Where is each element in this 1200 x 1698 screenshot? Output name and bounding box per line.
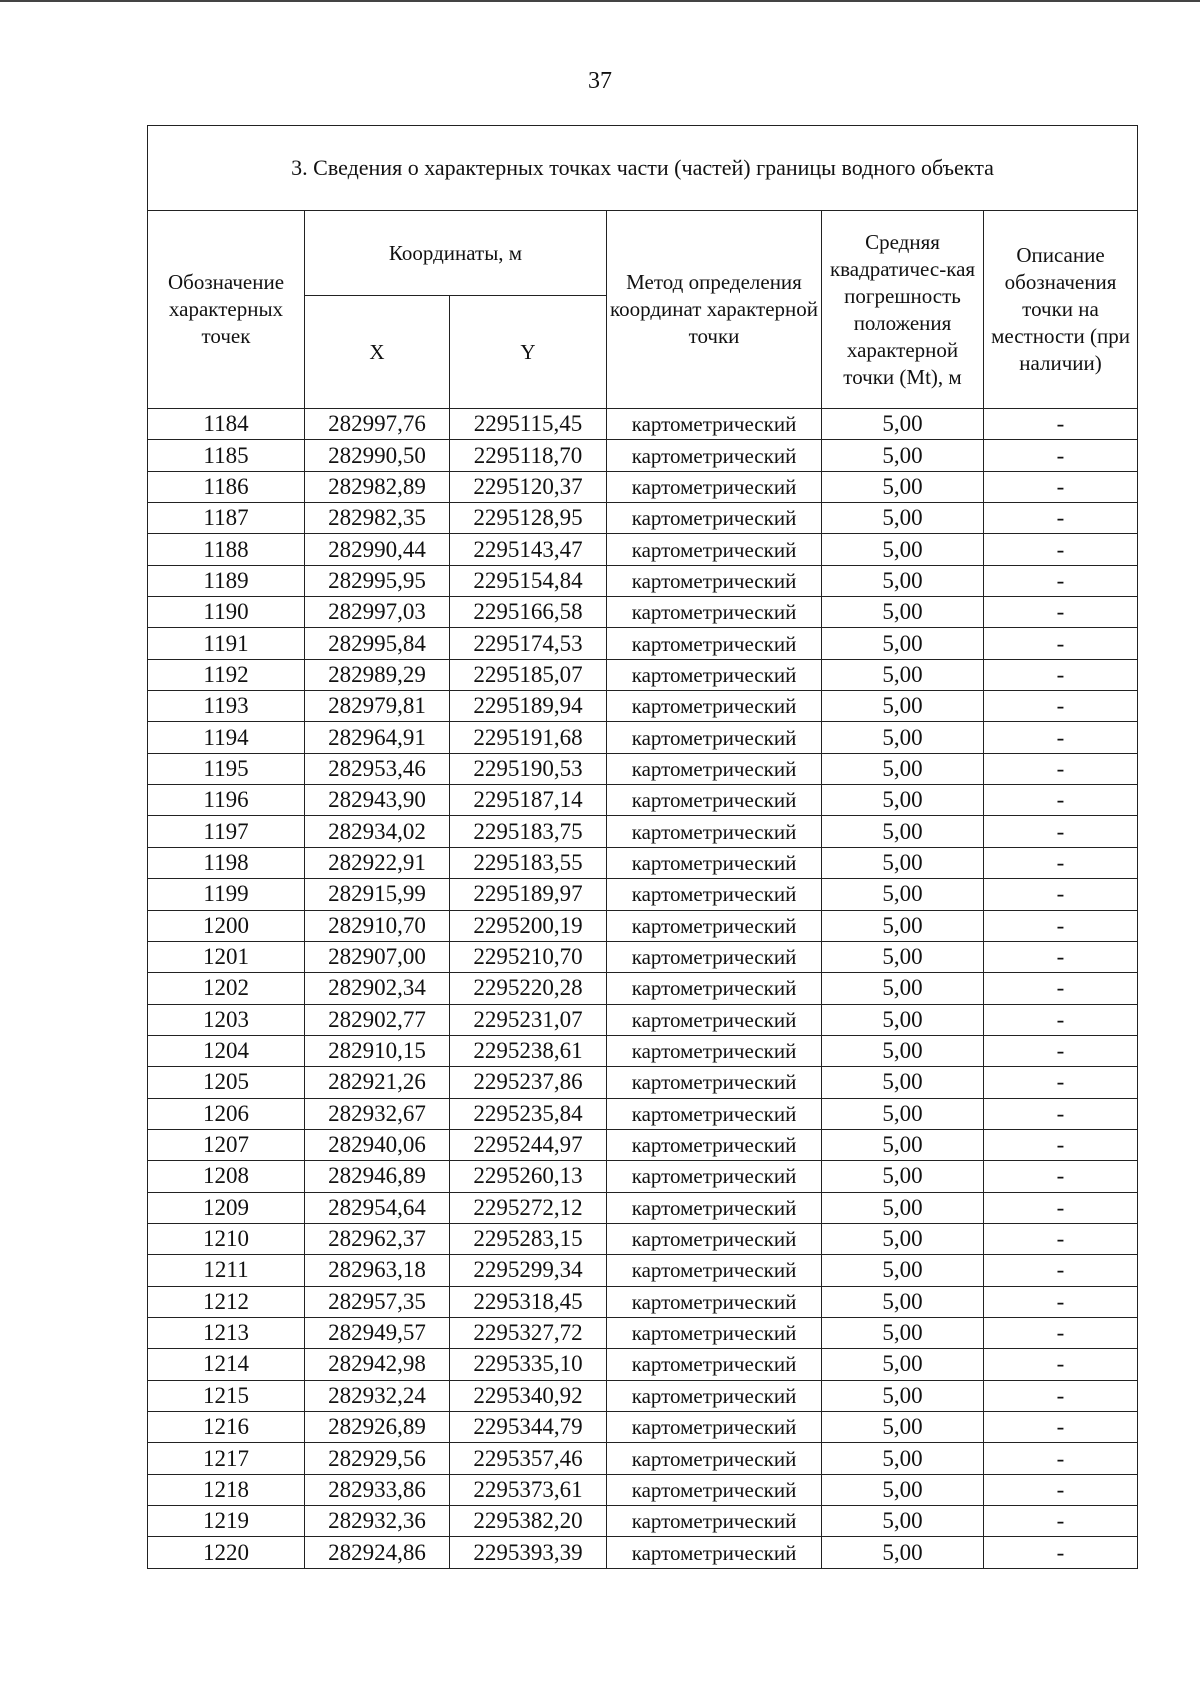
cell-y: 2295174,53 xyxy=(450,628,607,659)
cell-x: 282962,37 xyxy=(305,1223,450,1254)
cell-point: 1193 xyxy=(148,691,305,722)
cell-point: 1202 xyxy=(148,973,305,1004)
header-x: X xyxy=(305,296,450,409)
cell-description: - xyxy=(984,1506,1138,1537)
table-row xyxy=(148,910,1138,941)
cell-error: 5,00 xyxy=(822,659,984,690)
cell-description: - xyxy=(984,659,1138,690)
table-row xyxy=(148,1098,1138,1129)
table-row xyxy=(148,597,1138,628)
cell-x: 282907,00 xyxy=(305,941,450,972)
cell-error: 5,00 xyxy=(822,597,984,628)
boundary-points-table-wrapper xyxy=(147,125,1137,1569)
cell-description: - xyxy=(984,1161,1138,1192)
cell-x: 282990,50 xyxy=(305,440,450,471)
table-row xyxy=(148,785,1138,816)
cell-x: 282943,90 xyxy=(305,785,450,816)
cell-point: 1189 xyxy=(148,565,305,596)
table-row xyxy=(148,628,1138,659)
cell-method: картометрический xyxy=(607,1380,822,1411)
cell-point: 1203 xyxy=(148,1004,305,1035)
cell-method: картометрический xyxy=(607,973,822,1004)
table-row xyxy=(148,1349,1138,1380)
cell-x: 282902,34 xyxy=(305,973,450,1004)
cell-description: - xyxy=(984,1255,1138,1286)
cell-error: 5,00 xyxy=(822,1286,984,1317)
cell-error: 5,00 xyxy=(822,1255,984,1286)
cell-x: 282942,98 xyxy=(305,1349,450,1380)
cell-x: 282997,03 xyxy=(305,597,450,628)
cell-description: - xyxy=(984,1129,1138,1160)
cell-y: 2295128,95 xyxy=(450,503,607,534)
cell-point: 1197 xyxy=(148,816,305,847)
cell-error: 5,00 xyxy=(822,409,984,440)
cell-error: 5,00 xyxy=(822,785,984,816)
table-row xyxy=(148,973,1138,1004)
cell-error: 5,00 xyxy=(822,910,984,941)
cell-x: 282934,02 xyxy=(305,816,450,847)
cell-method: картометрический xyxy=(607,1161,822,1192)
table-row xyxy=(148,1161,1138,1192)
cell-method: картометрический xyxy=(607,1129,822,1160)
cell-y: 2295299,34 xyxy=(450,1255,607,1286)
cell-method: картометрический xyxy=(607,1506,822,1537)
cell-method: картометрический xyxy=(607,722,822,753)
cell-y: 2295210,70 xyxy=(450,941,607,972)
boundary-points-table xyxy=(147,125,1138,1569)
cell-method: картометрический xyxy=(607,1255,822,1286)
cell-error: 5,00 xyxy=(822,973,984,1004)
top-border-line xyxy=(0,0,1200,2)
cell-method: картометрический xyxy=(607,941,822,972)
cell-method: картометрический xyxy=(607,440,822,471)
cell-y: 2295190,53 xyxy=(450,753,607,784)
cell-method: картометрический xyxy=(607,1412,822,1443)
cell-y: 2295238,61 xyxy=(450,1035,607,1066)
cell-point: 1206 xyxy=(148,1098,305,1129)
cell-method: картометрический xyxy=(607,847,822,878)
cell-y: 2295189,94 xyxy=(450,691,607,722)
cell-description: - xyxy=(984,565,1138,596)
cell-error: 5,00 xyxy=(822,1004,984,1035)
cell-method: картометрический xyxy=(607,753,822,784)
cell-method: картометрический xyxy=(607,1317,822,1348)
cell-y: 2295382,20 xyxy=(450,1506,607,1537)
cell-point: 1212 xyxy=(148,1286,305,1317)
cell-y: 2295393,39 xyxy=(450,1537,607,1568)
cell-x: 282997,76 xyxy=(305,409,450,440)
table-row xyxy=(148,1192,1138,1223)
cell-y: 2295187,14 xyxy=(450,785,607,816)
table-row xyxy=(148,1067,1138,1098)
cell-point: 1211 xyxy=(148,1255,305,1286)
cell-error: 5,00 xyxy=(822,941,984,972)
cell-method: картометрический xyxy=(607,471,822,502)
cell-method: картометрический xyxy=(607,785,822,816)
cell-method: картометрический xyxy=(607,1223,822,1254)
cell-x: 282990,44 xyxy=(305,534,450,565)
cell-y: 2295272,12 xyxy=(450,1192,607,1223)
cell-point: 1195 xyxy=(148,753,305,784)
table-row xyxy=(148,1506,1138,1537)
table-row xyxy=(148,847,1138,878)
cell-error: 5,00 xyxy=(822,847,984,878)
cell-x: 282979,81 xyxy=(305,691,450,722)
table-row xyxy=(148,1223,1138,1254)
cell-method: картометрический xyxy=(607,691,822,722)
cell-x: 282929,56 xyxy=(305,1443,450,1474)
cell-point: 1207 xyxy=(148,1129,305,1160)
cell-error: 5,00 xyxy=(822,1035,984,1066)
cell-description: - xyxy=(984,941,1138,972)
cell-point: 1201 xyxy=(148,941,305,972)
table-row xyxy=(148,534,1138,565)
cell-y: 2295154,84 xyxy=(450,565,607,596)
cell-x: 282946,89 xyxy=(305,1161,450,1192)
cell-y: 2295231,07 xyxy=(450,1004,607,1035)
cell-description: - xyxy=(984,597,1138,628)
cell-x: 282921,26 xyxy=(305,1067,450,1098)
cell-y: 2295189,97 xyxy=(450,879,607,910)
cell-y: 2295115,45 xyxy=(450,409,607,440)
cell-point: 1217 xyxy=(148,1443,305,1474)
cell-description: - xyxy=(984,409,1138,440)
cell-error: 5,00 xyxy=(822,1129,984,1160)
cell-x: 282982,35 xyxy=(305,503,450,534)
cell-x: 282982,89 xyxy=(305,471,450,502)
cell-description: - xyxy=(984,1286,1138,1317)
cell-y: 2295183,75 xyxy=(450,816,607,847)
cell-description: - xyxy=(984,1035,1138,1066)
cell-method: картометрический xyxy=(607,879,822,910)
cell-description: - xyxy=(984,753,1138,784)
cell-point: 1192 xyxy=(148,659,305,690)
cell-y: 2295191,68 xyxy=(450,722,607,753)
cell-error: 5,00 xyxy=(822,1192,984,1223)
cell-method: картометрический xyxy=(607,1443,822,1474)
cell-y: 2295120,37 xyxy=(450,471,607,502)
table-row xyxy=(148,503,1138,534)
cell-error: 5,00 xyxy=(822,1317,984,1348)
cell-error: 5,00 xyxy=(822,1098,984,1129)
cell-y: 2295237,86 xyxy=(450,1067,607,1098)
cell-x: 282954,64 xyxy=(305,1192,450,1223)
cell-y: 2295166,58 xyxy=(450,597,607,628)
cell-description: - xyxy=(984,1537,1138,1568)
cell-x: 282910,15 xyxy=(305,1035,450,1066)
header-method: Метод определения координат характерной точки xyxy=(607,211,822,409)
cell-x: 282924,86 xyxy=(305,1537,450,1568)
cell-point: 1209 xyxy=(148,1192,305,1223)
cell-x: 282963,18 xyxy=(305,1255,450,1286)
table-body xyxy=(148,409,1138,1569)
table-row xyxy=(148,753,1138,784)
cell-description: - xyxy=(984,722,1138,753)
table-row xyxy=(148,816,1138,847)
cell-method: картометрический xyxy=(607,659,822,690)
cell-y: 2295118,70 xyxy=(450,440,607,471)
table-row xyxy=(148,722,1138,753)
cell-y: 2295244,97 xyxy=(450,1129,607,1160)
table-row xyxy=(148,1443,1138,1474)
cell-y: 2295335,10 xyxy=(450,1349,607,1380)
cell-x: 282933,86 xyxy=(305,1474,450,1505)
cell-y: 2295327,72 xyxy=(450,1317,607,1348)
cell-y: 2295143,47 xyxy=(450,534,607,565)
cell-y: 2295344,79 xyxy=(450,1412,607,1443)
cell-x: 282926,89 xyxy=(305,1412,450,1443)
cell-error: 5,00 xyxy=(822,1443,984,1474)
cell-point: 1198 xyxy=(148,847,305,878)
cell-method: картометрический xyxy=(607,628,822,659)
cell-error: 5,00 xyxy=(822,691,984,722)
cell-description: - xyxy=(984,1317,1138,1348)
cell-method: картометрический xyxy=(607,1067,822,1098)
cell-point: 1191 xyxy=(148,628,305,659)
cell-point: 1204 xyxy=(148,1035,305,1066)
header-mean-square-error: Средняя квадратичес-кая погрешность положения характерной точки (Mt), м xyxy=(822,211,984,409)
cell-method: картометрический xyxy=(607,1098,822,1129)
cell-x: 282932,67 xyxy=(305,1098,450,1129)
cell-method: картометрический xyxy=(607,565,822,596)
cell-point: 1213 xyxy=(148,1317,305,1348)
cell-method: картометрический xyxy=(607,1035,822,1066)
cell-method: картометрический xyxy=(607,816,822,847)
cell-method: картометрический xyxy=(607,1349,822,1380)
cell-method: картометрический xyxy=(607,409,822,440)
table-row xyxy=(148,471,1138,502)
cell-error: 5,00 xyxy=(822,722,984,753)
cell-description: - xyxy=(984,471,1138,502)
header-point-description: Описание обозначения точки на местности (при наличии) xyxy=(984,211,1138,409)
cell-point: 1219 xyxy=(148,1506,305,1537)
cell-x: 282922,91 xyxy=(305,847,450,878)
cell-x: 282995,95 xyxy=(305,565,450,596)
table-row xyxy=(148,409,1138,440)
cell-description: - xyxy=(984,1223,1138,1254)
cell-x: 282932,36 xyxy=(305,1506,450,1537)
cell-point: 1194 xyxy=(148,722,305,753)
table-row xyxy=(148,1412,1138,1443)
cell-y: 2295220,28 xyxy=(450,973,607,1004)
cell-point: 1196 xyxy=(148,785,305,816)
cell-x: 282989,29 xyxy=(305,659,450,690)
cell-description: - xyxy=(984,1192,1138,1223)
cell-error: 5,00 xyxy=(822,1380,984,1411)
cell-description: - xyxy=(984,910,1138,941)
cell-description: - xyxy=(984,534,1138,565)
cell-point: 1188 xyxy=(148,534,305,565)
cell-point: 1184 xyxy=(148,409,305,440)
cell-point: 1200 xyxy=(148,910,305,941)
cell-method: картометрический xyxy=(607,534,822,565)
cell-error: 5,00 xyxy=(822,1067,984,1098)
cell-x: 282940,06 xyxy=(305,1129,450,1160)
cell-description: - xyxy=(984,1380,1138,1411)
table-row xyxy=(148,659,1138,690)
header-coordinates: Координаты, м xyxy=(305,211,607,296)
cell-y: 2295260,13 xyxy=(450,1161,607,1192)
table-row xyxy=(148,565,1138,596)
cell-error: 5,00 xyxy=(822,534,984,565)
cell-x: 282964,91 xyxy=(305,722,450,753)
cell-error: 5,00 xyxy=(822,503,984,534)
cell-point: 1215 xyxy=(148,1380,305,1411)
cell-error: 5,00 xyxy=(822,816,984,847)
table-row xyxy=(148,1380,1138,1411)
table-row xyxy=(148,440,1138,471)
cell-y: 2295373,61 xyxy=(450,1474,607,1505)
cell-error: 5,00 xyxy=(822,440,984,471)
cell-point: 1210 xyxy=(148,1223,305,1254)
table-row xyxy=(148,879,1138,910)
cell-description: - xyxy=(984,628,1138,659)
cell-description: - xyxy=(984,1474,1138,1505)
table-row xyxy=(148,691,1138,722)
cell-point: 1220 xyxy=(148,1537,305,1568)
cell-y: 2295340,92 xyxy=(450,1380,607,1411)
header-point-designation: Обозначение характерных точек xyxy=(148,211,305,409)
cell-error: 5,00 xyxy=(822,879,984,910)
cell-x: 282995,84 xyxy=(305,628,450,659)
cell-point: 1205 xyxy=(148,1067,305,1098)
cell-x: 282915,99 xyxy=(305,879,450,910)
cell-method: картометрический xyxy=(607,1192,822,1223)
cell-description: - xyxy=(984,1412,1138,1443)
cell-y: 2295183,55 xyxy=(450,847,607,878)
table-row xyxy=(148,1474,1138,1505)
table-caption: 3. Сведения о характерных точках части (частей) границы водного объекта xyxy=(148,126,1138,211)
table-row xyxy=(148,941,1138,972)
cell-x: 282957,35 xyxy=(305,1286,450,1317)
header-y: Y xyxy=(450,296,607,409)
cell-description: - xyxy=(984,785,1138,816)
cell-error: 5,00 xyxy=(822,753,984,784)
cell-point: 1187 xyxy=(148,503,305,534)
cell-x: 282932,24 xyxy=(305,1380,450,1411)
cell-error: 5,00 xyxy=(822,471,984,502)
cell-point: 1218 xyxy=(148,1474,305,1505)
cell-description: - xyxy=(984,816,1138,847)
cell-error: 5,00 xyxy=(822,1223,984,1254)
cell-point: 1186 xyxy=(148,471,305,502)
cell-y: 2295200,19 xyxy=(450,910,607,941)
table-row xyxy=(148,1035,1138,1066)
cell-point: 1214 xyxy=(148,1349,305,1380)
cell-y: 2295185,07 xyxy=(450,659,607,690)
cell-description: - xyxy=(984,879,1138,910)
cell-method: картометрический xyxy=(607,910,822,941)
cell-method: картометрический xyxy=(607,1286,822,1317)
cell-point: 1216 xyxy=(148,1412,305,1443)
table-row xyxy=(148,1004,1138,1035)
cell-x: 282902,77 xyxy=(305,1004,450,1035)
cell-description: - xyxy=(984,1349,1138,1380)
cell-point: 1199 xyxy=(148,879,305,910)
cell-x: 282910,70 xyxy=(305,910,450,941)
cell-point: 1190 xyxy=(148,597,305,628)
cell-y: 2295318,45 xyxy=(450,1286,607,1317)
cell-error: 5,00 xyxy=(822,1412,984,1443)
cell-error: 5,00 xyxy=(822,628,984,659)
cell-error: 5,00 xyxy=(822,1537,984,1568)
cell-y: 2295235,84 xyxy=(450,1098,607,1129)
cell-description: - xyxy=(984,1067,1138,1098)
cell-method: картометрический xyxy=(607,1004,822,1035)
table-row xyxy=(148,1537,1138,1568)
cell-point: 1185 xyxy=(148,440,305,471)
cell-description: - xyxy=(984,440,1138,471)
cell-method: картометрический xyxy=(607,597,822,628)
cell-method: картометрический xyxy=(607,1537,822,1568)
cell-description: - xyxy=(984,503,1138,534)
table-row xyxy=(148,1255,1138,1286)
cell-point: 1208 xyxy=(148,1161,305,1192)
cell-y: 2295357,46 xyxy=(450,1443,607,1474)
cell-error: 5,00 xyxy=(822,1506,984,1537)
cell-error: 5,00 xyxy=(822,1349,984,1380)
cell-description: - xyxy=(984,1443,1138,1474)
cell-x: 282953,46 xyxy=(305,753,450,784)
cell-error: 5,00 xyxy=(822,565,984,596)
cell-description: - xyxy=(984,847,1138,878)
cell-method: картометрический xyxy=(607,1474,822,1505)
table-row xyxy=(148,1286,1138,1317)
cell-method: картометрический xyxy=(607,503,822,534)
cell-description: - xyxy=(984,1004,1138,1035)
cell-description: - xyxy=(984,973,1138,1004)
cell-y: 2295283,15 xyxy=(450,1223,607,1254)
cell-x: 282949,57 xyxy=(305,1317,450,1348)
cell-description: - xyxy=(984,691,1138,722)
page-number: 37 xyxy=(588,68,612,94)
table-row xyxy=(148,1129,1138,1160)
cell-error: 5,00 xyxy=(822,1474,984,1505)
cell-error: 5,00 xyxy=(822,1161,984,1192)
table-row xyxy=(148,1317,1138,1348)
cell-description: - xyxy=(984,1098,1138,1129)
